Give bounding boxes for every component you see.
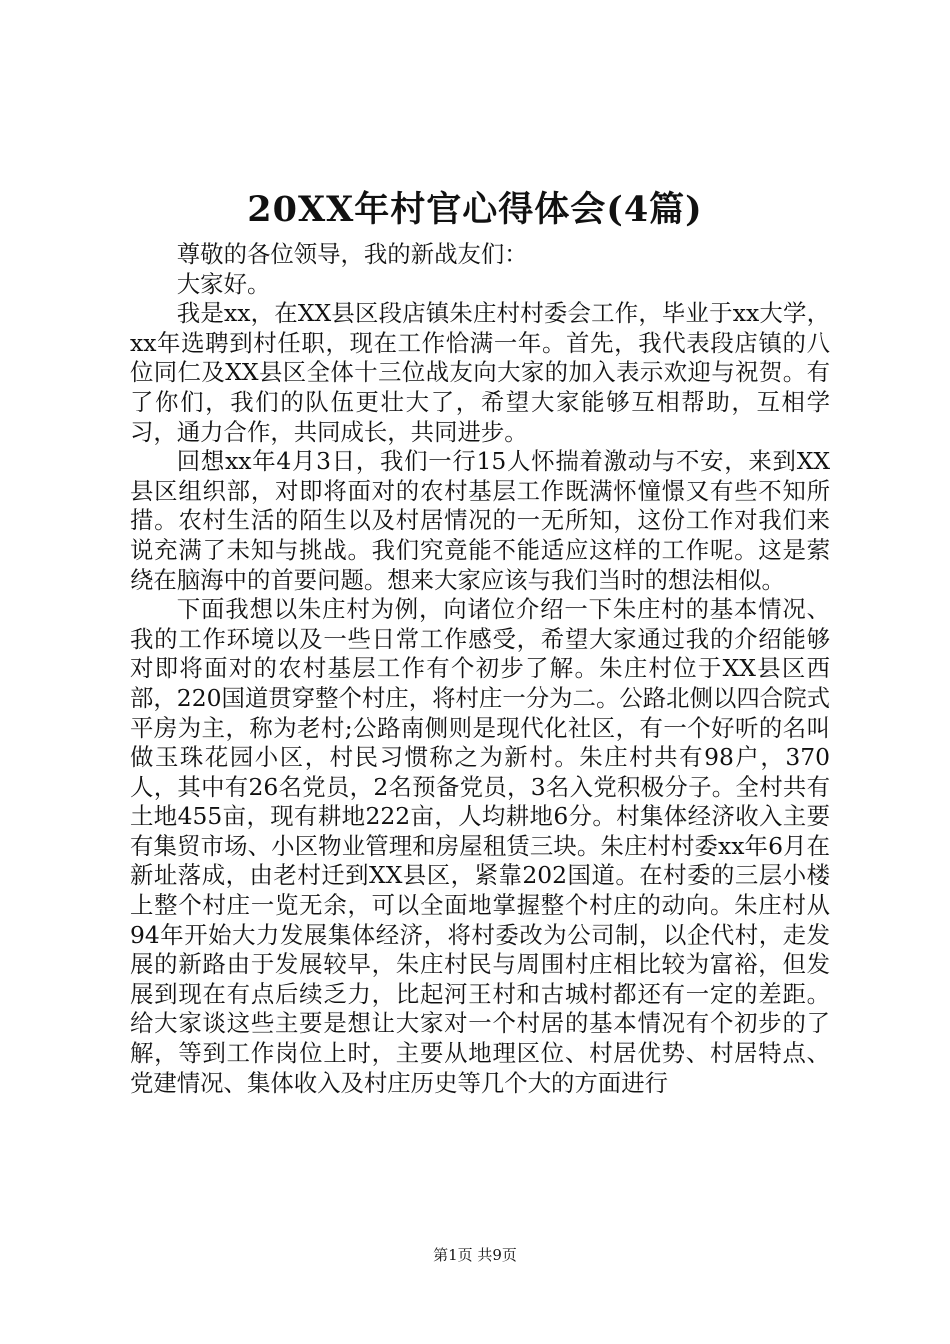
document-body: [130, 240, 830, 1098]
page-number-footer: 第1页 共9页: [433, 1246, 517, 1264]
greeting-paragraph: 大家好。: [176, 269, 271, 298]
body-paragraph: 下面我想以朱庄村为例，向诸位介绍一下朱庄村的基本情况、我的工作环境以及一些日常工作感受，希望大家通过我的介绍能够对即将面对的农村基层工作有个初步了解。朱庄村位于XX县区西部，220国道贯穿整个村庄，将村庄一分为二。公路北侧以四合院式平房为主，称为老村;公路南侧则是现代化社区，有一个好听的名叫做玉珠花园小区，村民习惯称之为新村。朱庄村共有98户，370人，其中有26名党员，2名预备党员，3名入党积极分子。全村共有土地455亩，现有耕地222亩，人均耕地6分。村集体经济收入主要有集贸市场、小区物业管理和房屋租赁三块。朱庄村村委xx年6月在新址落成，由老村迁到XX县区，紧靠202国道。在村委的三层小楼上整个村庄一览无余，可以全面地掌握整个村庄的动向。朱庄村从94年开始大力发展集体经济，将村委改为公司制，以企代村，走发展的新路由于发展较早，朱庄村民与周围村庄相比较为富裕，但发展到现在有点后续乏力，比起河王村和古城村都还有一定的差距。给大家谈这些主要是想让大家对一个村居的基本情况有个初步的了解，等到工作岗位上时，主要从地理区位、村居优势、村居特点、党建情况、集体收入及村庄历史等几个大的方面进行: [130, 595, 830, 1097]
document-title: 20XX年村官心得体会(4篇): [247, 189, 703, 230]
body-paragraph: 回想xx年4月3日，我们一行15人怀揣着激动与不安，来到XX县区组织部，对即将面对的农村基层工作既满怀憧憬又有些不知所措。农村生活的陌生以及村居情况的一无所知，这份工作对我们来说充满了未知与挑战。我们究竟能不能适应这样的工作呢。这是萦绕在脑海中的首要问题。想来大家应该与我们当时的想法相似。: [130, 447, 830, 594]
salutation-paragraph: 尊敬的各位领导，我的新战友们：: [176, 240, 528, 268]
body-paragraph: 我是xx，在XX县区段店镇朱庄村村委会工作，毕业于xx大学，xx年选聘到村任职，现在工作恰满一年。首先，我代表段店镇的八位同仁及XX县区全体十三位战友向大家的加入表示欢迎与祝贺。有了你们，我们的队伍更壮大了，希望大家能够互相帮助，互相学习，通力合作，共同成长，共同进步。: [130, 299, 830, 446]
